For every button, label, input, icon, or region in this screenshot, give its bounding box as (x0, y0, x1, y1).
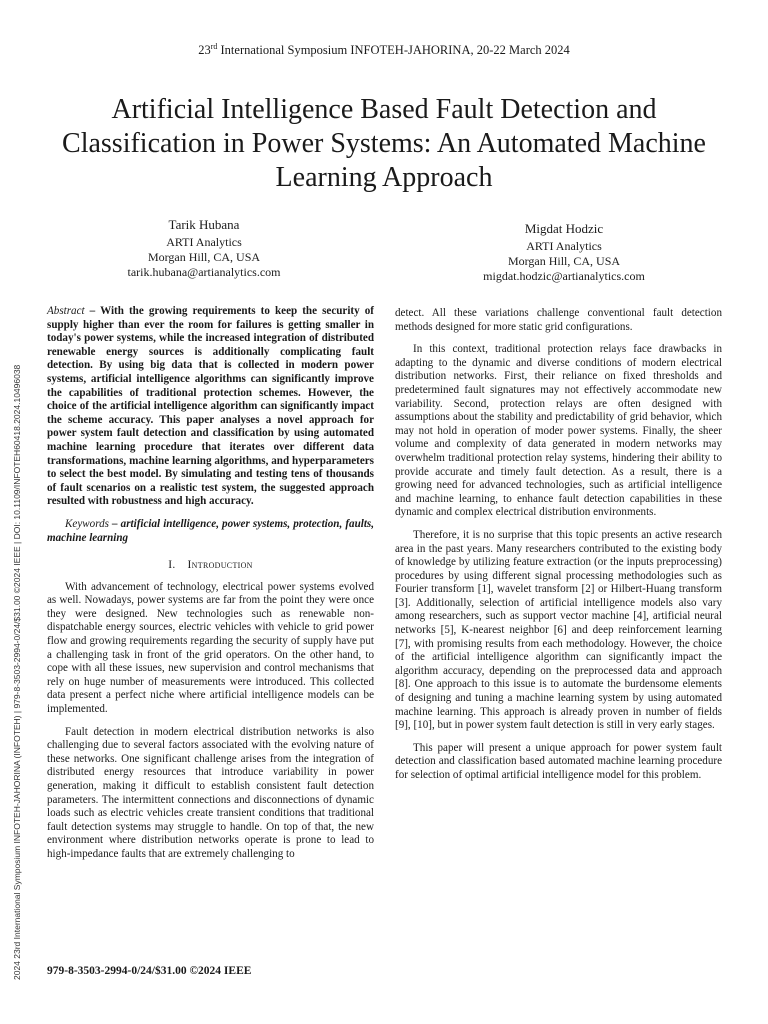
abstract-text: – With the growing requirements to keep the security of supply higher than ever the room for failures is getting smaller in today's power systems, while the increased integration of distributed renewable energy sources is additionally complicating fault detection. By using big data that is collected in modern power systems, artificial intelligence algorithms can significantly improve the capabilities of traditional protection schemes. However, the choice of the artificial intelligence algorithm can significantly impact the scheme accuracy. This paper analyses a novel approach for power system fault detection and classification by using automated machine learning procedure that iterates over different data transformations, machine learning algorithms, and hyperparameters to select the best model. By simulating and testing tens of thousands of fault scenarios on a realistic test system, the suggested approach resulted with robustness and high accuracy. (47, 305, 374, 508)
body-paragraph: With advancement of technology, electrical power systems evolved as well. Nowadays, power systems are far from the point they were once they were designed. New technologies such as renewable non-dispatchable energy sources, electric vehicles with vehicle to grid power flow and growing requirements regarding the security of supply have put a challenging task in front of the grid operators. On the other hand, to cope with all these issues, new supervision and control mechanisms that rely on huge number of measurements were introduced. This collected data present a perfect niche where artificial intelligence models can be implemented. (47, 580, 374, 716)
section-number: I. (168, 559, 176, 572)
left-column (47, 305, 374, 871)
author-location: Morgan Hill, CA, USA (507, 254, 621, 268)
author-email[interactable]: migdat.hodzic@artianalytics.com (483, 269, 645, 283)
abstract (47, 305, 374, 509)
body-paragraph: Fault detection in modern electrical distribution networks is also challenging due to several factors associated with the evolving nature of these networks. One significant challenge arises from the integration of distributed energy resources that introduce variability in power generation, making it difficult to establish consistent fault detection parameters. The intermittent connections and disconnections of dynamic loads such as electric vehicles create transient conditions that traditional fault detection systems may struggle to handle. On top of that, the new environment where distribution networks operate is prone to lead to high-impedance faults that are extremely challenging to (47, 725, 374, 860)
copyright-footer: 979-8-3503-2994-0/24/$31.00 ©2024 IEEE (47, 965, 252, 977)
keywords (47, 518, 374, 545)
keywords-text: – artificial intelligence, power systems, protection, faults, machine learning (47, 517, 374, 544)
paper-title: Artificial Intelligence Based Fault Detection and Classification in Power Systems: An Automated Machine Learning Approach (62, 94, 706, 193)
body-paragraph: In this context, traditional protection relays face drawbacks in adapting to the dynamic and diverse conditions of modern electrical distribution networks. First, their reliance on fixed thresholds and predetermined fault signatures may not effectively accommodate new variability. Second, protection relays are often designed with assumptions about the stability and predictability of grid behavior, which may not hold in operation of moder power systems. Finally, the sheer volume and complexity of data generated in modern networks may overwhelm traditional protection relay systems, hindering their ability to provide accurate and timely fault detection. As a result, there is a growing need for advanced technologies, such as artificial intelligence and machine learning, to enhance fault detection capabilities in these dynamic and complex electrical distribution environments. (395, 343, 722, 519)
abstract-label: Abstract (47, 305, 85, 317)
author-name: Migdat Hodzic (524, 221, 604, 236)
publication-side-strip: 2024 23rd International Symposium INFOTEH-JAHORINA (INFOTEH) | 979-8-3503-2994-0/24/$31.00 ©2024 IEEE | DOI: 10.1109/INFOTEH60418.2024.10496038 (12, 364, 22, 980)
body-paragraph: detect. All these variations challenge conventional fault detection methods designed for more static grid configurations. (395, 307, 722, 333)
body-paragraph: Therefore, it is no surprise that this topic presents an active research area in the past years. Many researchers contributed to the existing body of knowledge by utilizing feature extraction (or the inputs preprocessing) procedures by using different signal processing methodologies such as Fourier transform [1], wavelet transform [2] or Hilbert-Huang transform [3]. Additionally, selection of artificial intelligence models also vary among researchers, such as support vector machine [4], artificial neural networks [5], K-nearest neighbor [6] and deep reinforcement learning [7], with promising results from each methodology. However, the choice of the artificial intelligence algorithm can significantly impact the algorithm accuracy, depending on the preprocessed data and approach [8]. One approach to this issue is to automate the burdensome elements of designing and tuning a machine learning system by using automated machine learning. This approach is already proven in number of fields [9], [10], but in power system fault detection is still in very early stages. (395, 528, 722, 732)
author-block-1 (104, 217, 304, 280)
right-column (395, 307, 722, 792)
conference-header: 23rd International Symposium INFOTEH-JAHORINA, 20-22 March 2024 (198, 42, 570, 58)
section-title: Introduction (187, 559, 253, 572)
author-email[interactable]: tarik.hubana@artianalytics.com (127, 265, 281, 279)
author-block-2 (464, 221, 664, 284)
keywords-label: Keywords (65, 517, 109, 530)
author-affiliation: ARTI Analytics (166, 235, 242, 249)
section-heading (47, 559, 374, 573)
author-name: Tarik Hubana (168, 217, 240, 232)
author-location: Morgan Hill, CA, USA (147, 250, 261, 264)
body-paragraph: This paper will present a unique approach for power system fault detection and classification based automated machine learning procedure for selection of optimal artificial intelligence model for this problem. (395, 741, 722, 781)
author-affiliation: ARTI Analytics (526, 239, 602, 253)
